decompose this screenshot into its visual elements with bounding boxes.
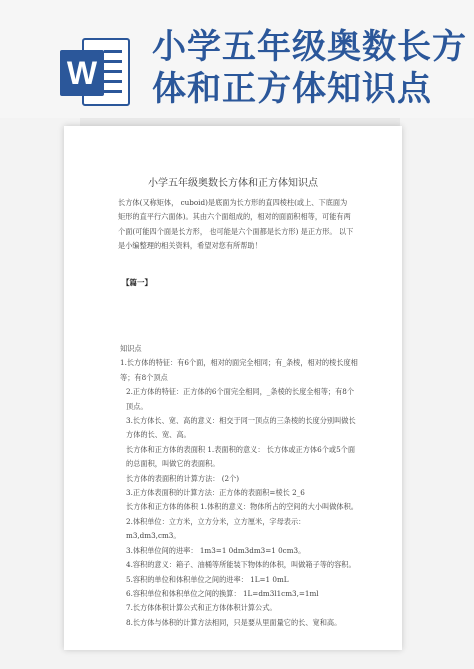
list-item: 1.长方体的特征：有6个面，相对的面完全相同；有_条棱，相对的棱长度相等；有8个顶点 bbox=[120, 358, 358, 382]
list-item: 5.容积的单位和体积单位之间的进率： 1L=1 0mL bbox=[126, 574, 289, 584]
list-item: 6.容积单位和体积单位之间的换算： 1L=dm3l1cm3,=1ml bbox=[126, 588, 319, 598]
document-page bbox=[64, 126, 402, 650]
banner bbox=[0, 0, 474, 118]
word-logo-badge: W bbox=[60, 50, 104, 96]
list-item: 3.体积单位间的进率： 1m3=1 0dm3dm3=1 0cm3。 bbox=[126, 545, 306, 555]
list-item: 8.长方体与体积的计算方法相同，只是要从里面量它的长、宽和高。 bbox=[126, 617, 342, 627]
document-title: 小学五年级奥数长方体和正方体知识点 bbox=[148, 178, 318, 189]
list-item: 3.长方体长、宽、高的意义：相交于同一顶点的三条棱的长度分别叫做长方体的长、宽、高。 bbox=[126, 416, 356, 440]
intro-paragraph: 长方体(又称矩体， cuboid)是底面为长方形的直四棱柱(或上、下底面为矩形的直平行六面体)。其由六个面组成的，相对的面面积相等，可能有两个面(可能四个面是长方形， 也可能是六个面都是长方形) 是正方形。 以下是小编整理的相关资料，希望对您有所帮助！ bbox=[118, 198, 354, 251]
list-item: 长方体的表面积的计算方法： (2个) bbox=[126, 473, 240, 483]
list-item: 2.正方体的特征：正方体的6个面完全相同，_条棱的长度全相等；有8个顶点。 bbox=[126, 387, 355, 411]
section-label: 【篇一】 bbox=[122, 278, 152, 287]
list-item: 2.体积单位：立方米，立方分米，立方厘米，字母表示： m3,dm3,cm3。 bbox=[126, 516, 306, 541]
list-item: 7.长方体体积计算公式和正方体体积计算公式。 bbox=[126, 603, 277, 613]
list-item: 长方体和正方体的表面积 1.表面积的意义： 长方体或正方体6个或5个面的总面积，叫做它的表面积。 bbox=[126, 444, 356, 469]
list-item: 知识点 bbox=[120, 344, 142, 353]
list-item: 4.容积的意义：箱子、油桶等所能装下物体的体积，叫做箱子等的容积。 bbox=[126, 560, 356, 570]
knowledge-list bbox=[120, 342, 360, 630]
list-item: 长方体和正方体的体积 1.体积的意义：物体所占的空间的大小叫做体积。 bbox=[126, 502, 358, 512]
list-item: 3.正方体表面积的计算方法：正方体的表面积=棱长 2_6 bbox=[126, 488, 305, 498]
word-document-icon bbox=[60, 36, 134, 110]
banner-title: 小学五年级奥数长方体和正方体知识点 bbox=[152, 27, 467, 109]
